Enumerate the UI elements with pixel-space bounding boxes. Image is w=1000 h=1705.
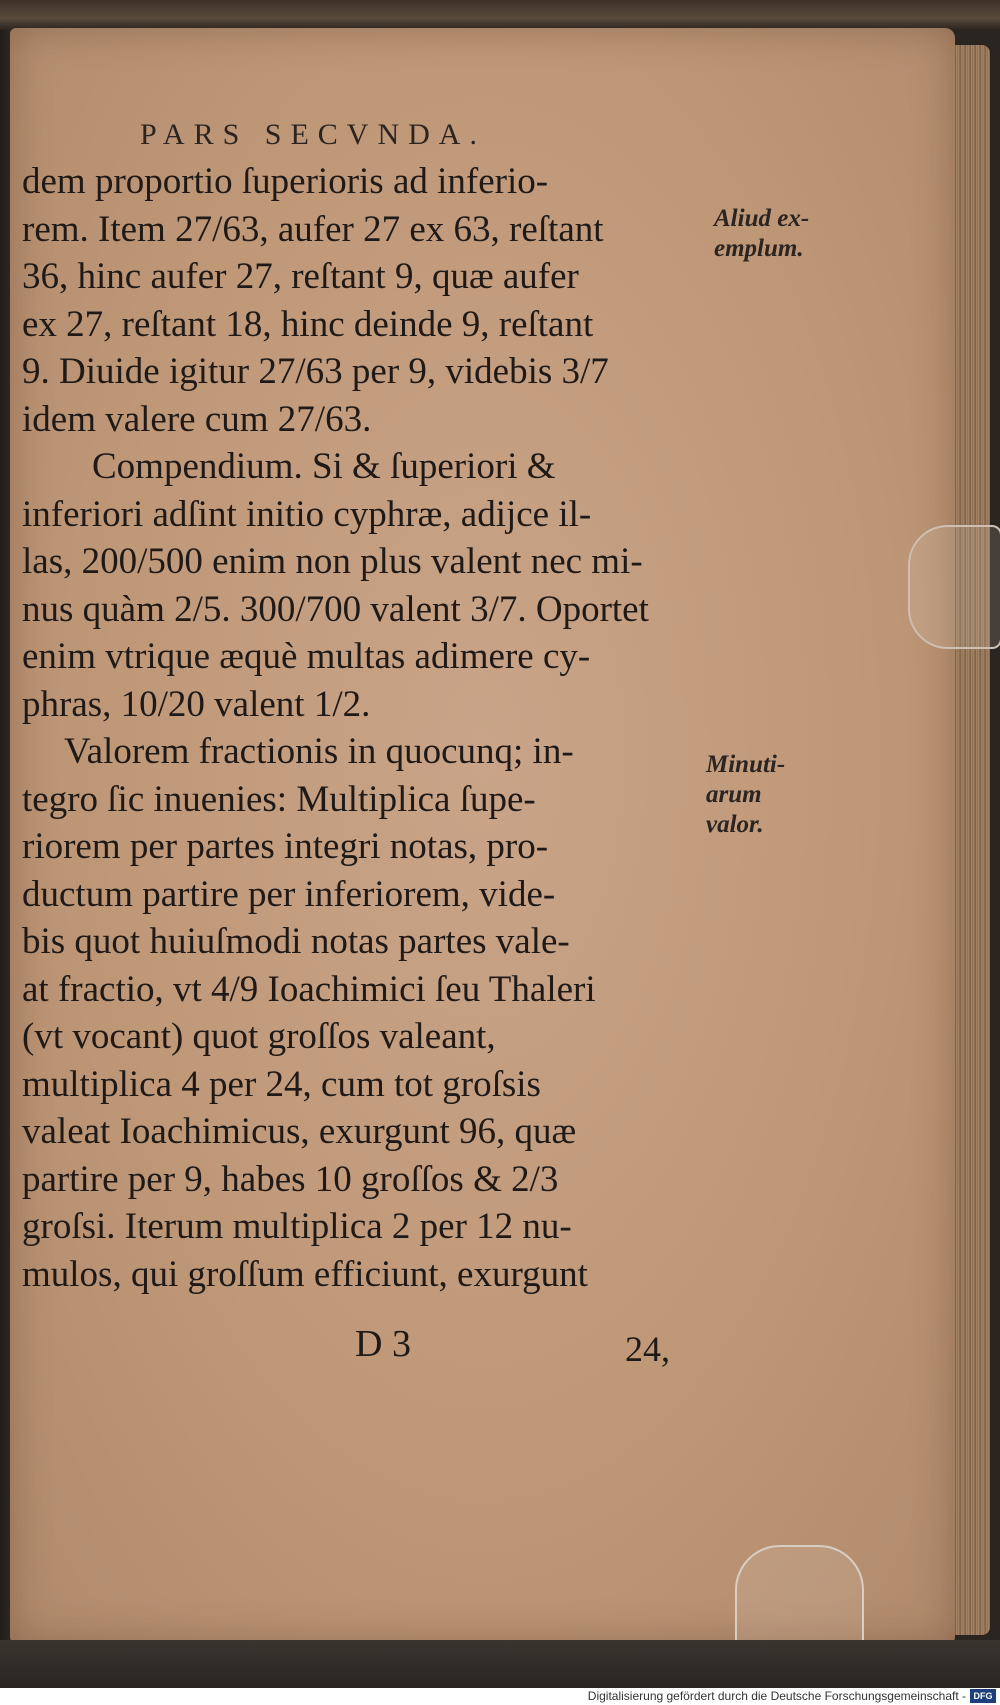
text-line: mulos, qui groſſum efficiunt, exurgunt — [22, 1253, 588, 1295]
catchword: 24, — [625, 1329, 670, 1369]
text-line: 9. Diuide igitur 27/63 per 9, videbis 3/7 — [22, 351, 609, 392]
digitization-credit: Digitalisierung gefördert durch die Deutsche Forschungsgemeinschaft - — [587, 1689, 966, 1703]
body-text — [22, 158, 710, 1298]
text-line: valeat Ioachimicus, exurgunt 96, quæ — [22, 1111, 577, 1152]
text-line: partire per 9, habes 10 groſſos & 2/3 — [22, 1158, 559, 1200]
text-line: bis quot huiuſmodi notas partes vale- — [22, 921, 570, 962]
text-line: las, 200/500 enim non plus valent nec mi- — [22, 541, 643, 582]
text-line: tegro ſic inuenies: Multiplica ſupe- — [22, 778, 536, 820]
text-line: phras, 10/20 valent 1/2. — [22, 683, 371, 725]
text-line: rem. Item 27/63, aufer 27 ex 63, reſtant — [22, 208, 604, 250]
text-line: dem proportio ſuperioris ad inferio- — [22, 161, 549, 202]
text-line: enim vtrique æquè multas adimere cy- — [22, 636, 591, 677]
dfg-logo: DFG — [970, 1689, 996, 1703]
text-line: at fractio, vt 4/9 Ioachimici ſeu Thaleri — [22, 968, 596, 1010]
text-line: ductum partire per inferiorem, vide- — [22, 873, 556, 915]
margin-note-aliud-exemplum: Aliud ex- emplum. — [714, 205, 810, 262]
text-line: idem valere cum 27/63. — [22, 398, 372, 440]
text-line: ex 27, reſtant 18, hinc deinde 9, reſtant — [22, 303, 594, 345]
text-line: (vt vocant) quot groſſos valeant, — [22, 1016, 496, 1057]
margin-note-minutiarum-valor: Minuti- arum valor. — [706, 751, 786, 838]
running-head: PARS SECVNDA. — [140, 118, 486, 151]
signature-mark: D 3 — [355, 1323, 411, 1365]
text-line: Compendium. Si & ſuperiori & — [92, 446, 556, 487]
page-clip-top — [908, 525, 1000, 649]
text-line: multiplica 4 per 24, cum tot groſsis — [22, 1063, 541, 1105]
text-line: Valorem fractionis in quocunq; in- — [64, 731, 574, 772]
text-line: groſsi. Iterum multiplica 2 per 12 nu- — [22, 1206, 572, 1247]
text-line: nus quàm 2/5. 300/700 valent 3/7. Oportet — [22, 588, 649, 630]
text-line: inferiori adſint initio cyphræ, adijce il- — [22, 493, 592, 535]
book-top-edge — [0, 0, 1000, 30]
page-fore-edge — [952, 45, 990, 1635]
text-line: riorem per partes integri notas, pro- — [22, 826, 549, 867]
text-line: 36, hinc aufer 27, reſtant 9, quæ aufer — [22, 256, 579, 297]
book-bottom-edge — [0, 1640, 1000, 1690]
